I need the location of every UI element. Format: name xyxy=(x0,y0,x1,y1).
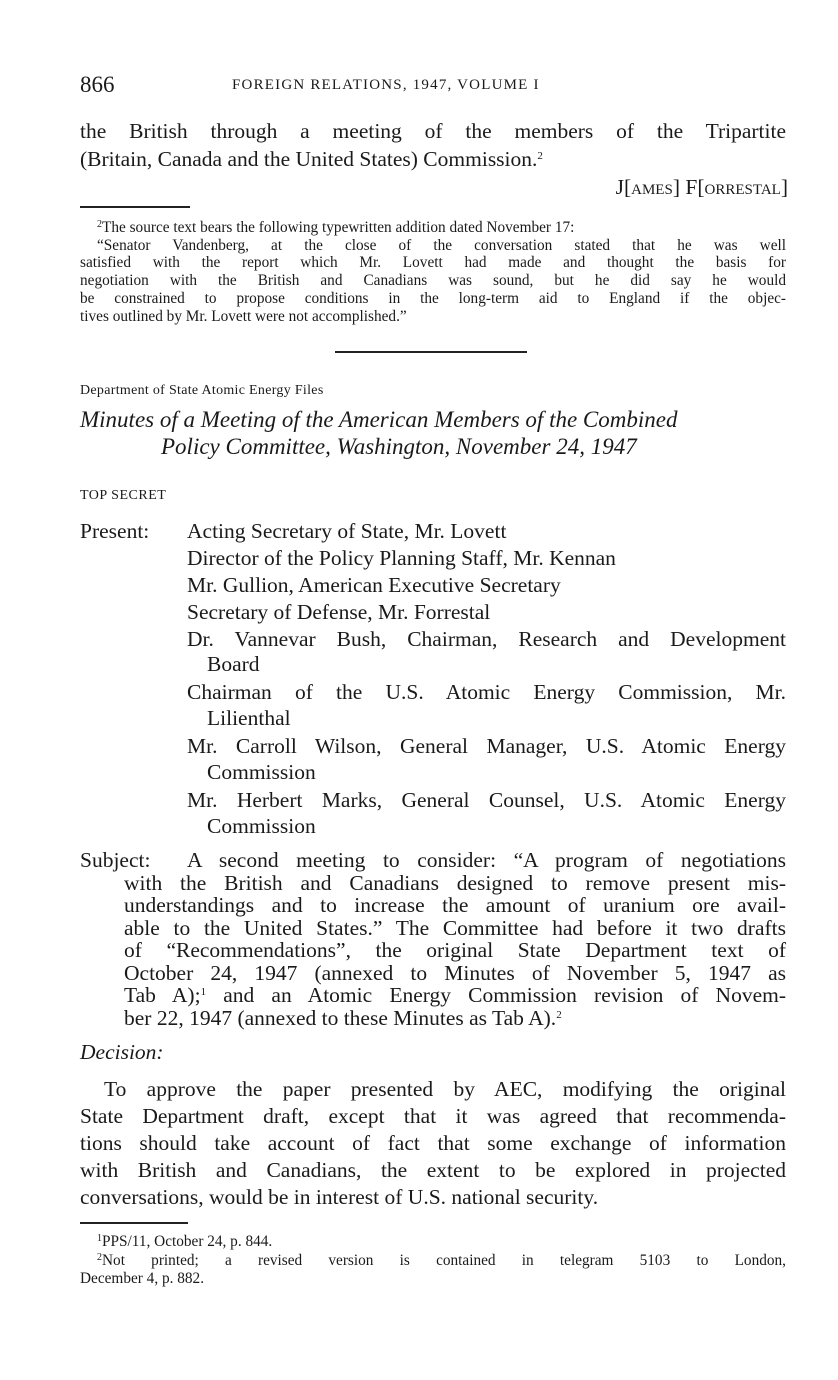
footnote-divider-bottom xyxy=(80,1222,188,1224)
footnote-top-line-5: be constrained to propose conditions in the long-term aid to England if the objec- xyxy=(80,290,786,307)
present-line-6: Board xyxy=(207,652,260,676)
document-title-line-2: Policy Committee, Washington, November 24, 1947 xyxy=(161,434,637,459)
decision-line-5: conversations, would be in interest of U.S. national security. xyxy=(80,1185,599,1209)
continuation-line-2: (Britain, Canada and the United States) Commission.$^2$ xyxy=(80,147,543,171)
footnote-top-line-4: negotiation with the British and Canadians was sound, but he did say he would xyxy=(80,272,786,289)
present-line-10: Commission xyxy=(207,760,316,784)
present-line-8: Lilienthal xyxy=(207,706,291,730)
subject-line-1: A second meeting to consider: “A program of negotiations xyxy=(187,848,786,872)
subject-line-7: Tab A);$^1$ and an Atomic Energy Commission revision of Novem- xyxy=(124,983,786,1007)
present-line-2: Director of the Policy Planning Staff, Mr. Kennan xyxy=(187,546,616,570)
subject-line-5: of “Recommendations”, the original State Department text of xyxy=(124,938,786,962)
footnote-1: $^1$PPS/11, October 24, p. 844. xyxy=(97,1233,273,1250)
present-line-12: Commission xyxy=(207,814,316,838)
running-head: FOREIGN RELATIONS, 1947, VOLUME I xyxy=(232,77,540,93)
present-line-3: Mr. Gullion, American Executive Secretary xyxy=(187,573,561,597)
footnote-top-line-6: tives outlined by Mr. Lovett were not accomplished.” xyxy=(80,308,407,325)
present-line-1: Acting Secretary of State, Mr. Lovett xyxy=(187,519,507,543)
continuation-line-1: the British through a meeting of the members of the Tripartite xyxy=(80,119,786,143)
footnote-ref-2b: 2 xyxy=(556,1009,562,1021)
source-label: Department of State Atomic Energy Files xyxy=(80,383,324,398)
footnote-top-line-1: $^2$The source text bears the following typewritten addition dated November 17: xyxy=(97,219,575,236)
subject-line-3: understandings and to increase the amount of uranium ore avail- xyxy=(124,893,786,917)
footnote-ref-2: 2 xyxy=(537,150,543,162)
present-line-7: Chairman of the U.S. Atomic Energy Commission, Mr. xyxy=(187,680,786,704)
page-number: 866 xyxy=(80,72,115,97)
footnote-top-line-2: “Senator Vandenberg, at the close of the conversation stated that he was well xyxy=(97,237,786,254)
footnote-top-line-3: satisfied with the report which Mr. Lovett had made and thought the basis for xyxy=(80,254,786,271)
present-line-4: Secretary of Defense, Mr. Forrestal xyxy=(187,600,491,624)
subject-line-4: able to the United States.” The Committee had before it two drafts xyxy=(124,916,786,940)
decision-line-3: tions should take account of fact that some exchange of information xyxy=(80,1131,786,1155)
document-title-line-1: Minutes of a Meeting of the American Members of the Combined xyxy=(80,407,678,432)
signature: J[ames] F[orrestal] xyxy=(615,175,788,199)
footnote-2-line-1: $^2$Not printed; a revised version is contained in telegram 5103 to London, xyxy=(97,1252,786,1269)
present-line-11: Mr. Herbert Marks, General Counsel, U.S. Atomic Energy xyxy=(187,788,786,812)
section-divider xyxy=(335,351,527,353)
decision-line-2: State Department draft, except that it was agreed that recommenda- xyxy=(80,1104,786,1128)
subject-line-2: with the British and Canadians designed to remove present mis- xyxy=(124,871,786,895)
subject-label: Subject: xyxy=(80,848,151,872)
decision-line-4: with British and Canadians, the extent to be explored in projected xyxy=(80,1158,786,1182)
present-line-5: Dr. Vannevar Bush, Chairman, Research and Development xyxy=(187,627,786,651)
decision-line-1: To approve the paper presented by AEC, modifying the original xyxy=(104,1077,786,1101)
decision-label: Decision: xyxy=(80,1040,164,1064)
subject-line-6: October 24, 1947 (annexed to Minutes of November 5, 1947 as xyxy=(124,961,786,985)
present-line-9: Mr. Carroll Wilson, General Manager, U.S. Atomic Energy xyxy=(187,734,786,758)
footnote-ref-1: 1 xyxy=(200,986,207,998)
present-label: Present: xyxy=(80,519,150,543)
footnote-2-line-2: December 4, p. 882. xyxy=(80,1270,205,1287)
subject-line-8: ber 22, 1947 (annexed to these Minutes as Tab A).$^2$ xyxy=(124,1006,562,1030)
footnote-divider xyxy=(80,206,190,208)
classification: TOP SECRET xyxy=(80,488,167,503)
